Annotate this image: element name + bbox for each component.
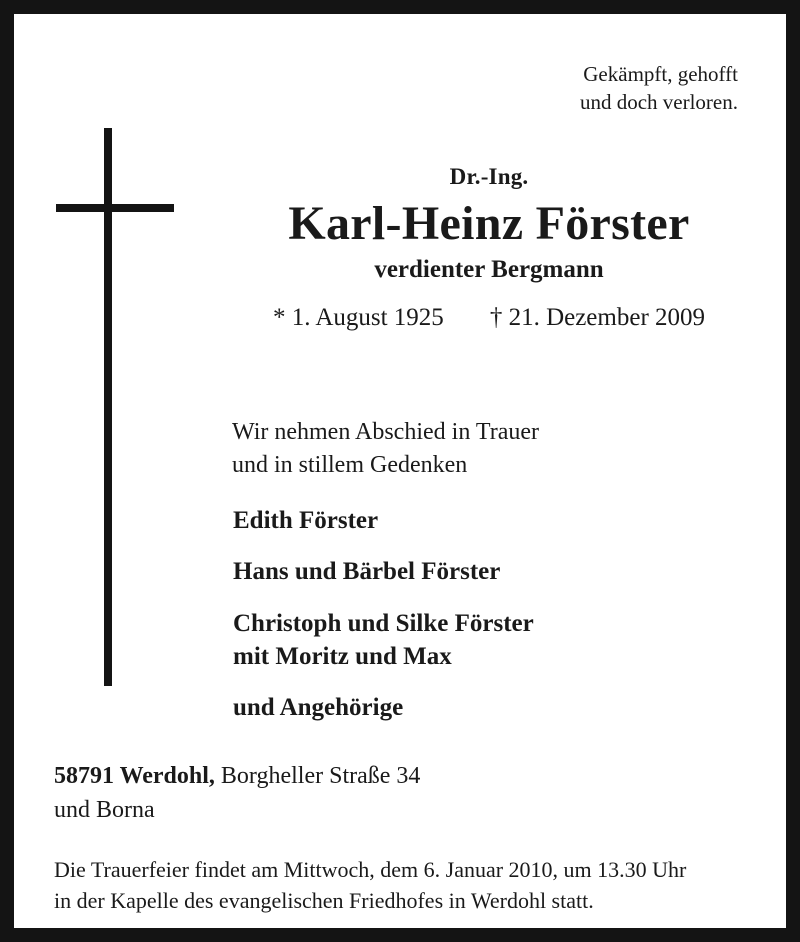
mourner-name: und Angehörige [233,694,404,721]
list-item [233,691,534,724]
birth-date: * 1. August 1925 [272,303,444,331]
deceased-name: Karl-Heinz Förster [288,197,690,250]
cross-icon [56,122,186,702]
mourner-name: Hans und Bärbel Förster [233,558,501,586]
service-info [54,854,752,916]
mourner-name: Edith Förster [233,507,379,534]
life-dates [199,304,779,332]
motto-line-1: Gekämpft, gehofft [583,62,738,86]
mourner-name-secondary: mit Moritz und Max [233,642,452,670]
address-city: 58791 Werdohl, [54,763,215,789]
farewell-text [232,416,539,482]
address-street: Borgheller Straße 34 [214,763,421,789]
notice-inner [14,14,786,928]
list-item [233,555,534,588]
name-block [199,164,779,332]
mourner-name: Christoph und Silke Förster [233,609,534,637]
list-item [233,607,534,674]
motto [580,60,738,117]
motto-line-2: und doch verloren. [579,90,738,115]
service-line-2: in der Kapelle des evangelischen Friedhofes in Werdohl statt. [54,888,594,914]
mourners-list [233,504,534,724]
farewell-line-1: Wir nehmen Abschied in Trauer [232,419,539,445]
honorific-title: verdienter Bergmann [374,255,604,283]
death-date: † 21. Dezember 2009 [489,303,706,331]
address-block [54,759,420,827]
service-line-1: Die Trauerfeier findet am Mittwoch, dem 6. Januar 2010, um 13.30 Uhr [54,857,687,882]
farewell-line-2: und in stillem Gedenken [232,452,468,479]
list-item [233,504,534,537]
cross-horizontal-bar [56,204,174,212]
address-line-1 [54,759,420,793]
address-line-2: und Borna [54,797,155,824]
academic-title: Dr.-Ing. [449,164,529,189]
